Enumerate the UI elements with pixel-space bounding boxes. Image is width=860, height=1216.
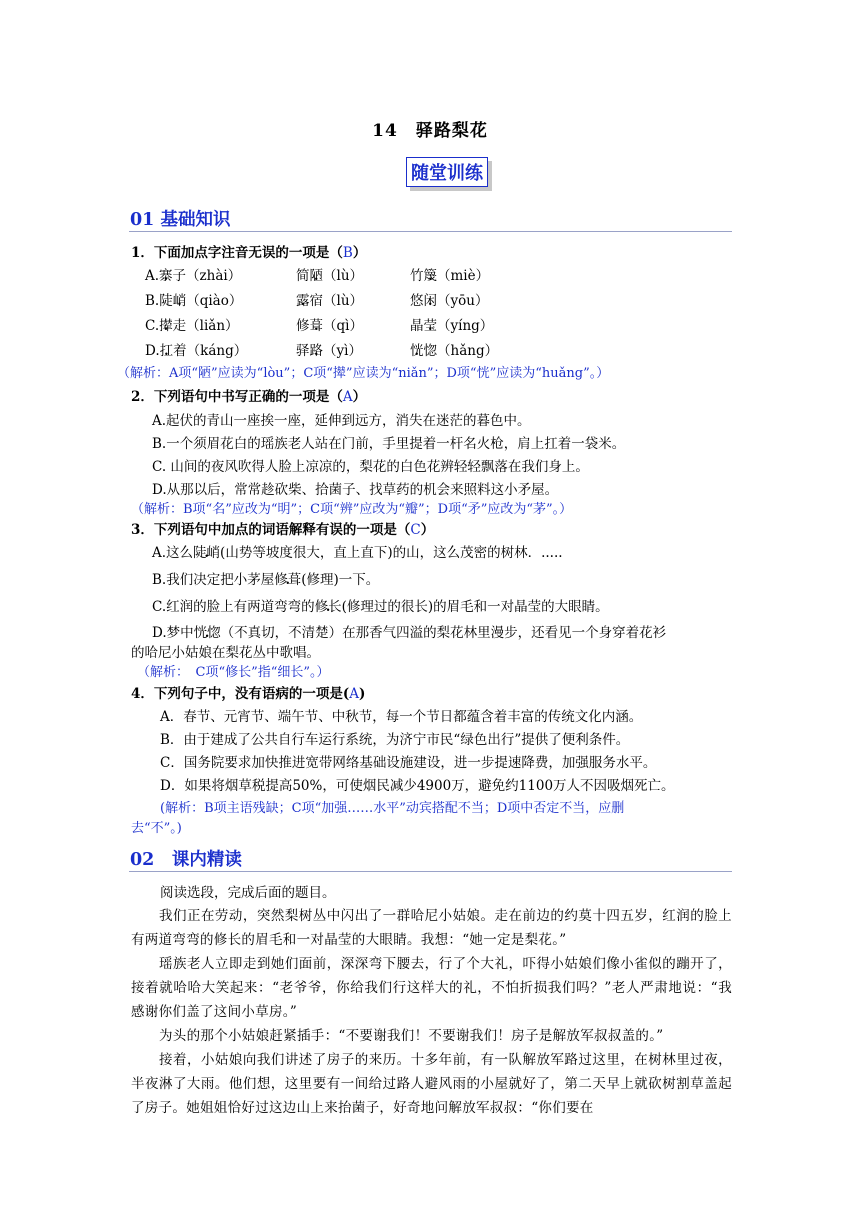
question-1-option-a-word-2: 简陋 •（lù） bbox=[296, 264, 363, 284]
question-1-explanation: （解析：A项“陋”应读为“lòu”；C项“撵”应读为“niǎn”；D项“恍”应读为“huǎng”。） bbox=[117, 366, 610, 381]
question-2-stem: 2．下列语句中书写正确的一项是（ bbox=[131, 389, 343, 405]
question-2: 2．下列语句中书写正确的一项是（A） bbox=[131, 389, 367, 405]
question-2-answer: A bbox=[342, 389, 353, 405]
section-divider bbox=[129, 231, 732, 232]
question-1-option-a-word-3: 竹篾 •（miè） bbox=[410, 264, 489, 284]
dotted-term: 修葺 • bbox=[274, 572, 301, 588]
reading-intro: 阅读选段，完成后面的题目。 bbox=[160, 885, 336, 901]
reading-paragraph-4: 接着，小姑娘向我们讲述了房子的来历。十多年前，有一队解放军路过这里，在树林里过夜，半夜淋了大雨。他们想，这里要有一间给过路人避风雨的小屋就好了，第二天早上就砍树割草盖起了房子。她姐姐恰好过这边山上来抬菌子，好奇地问解放军叔叔：“你们要在 bbox=[131, 1052, 732, 1116]
question-3-option-b: B.我们决定把小茅屋修葺 •(修理)一下。 bbox=[152, 568, 379, 588]
dotted-character: 路 • bbox=[310, 343, 324, 359]
question-3-stem: 3．下列语句中加点的词语解释有误的一项是（ bbox=[131, 522, 411, 538]
dotted-term: 恍惚 • bbox=[194, 625, 221, 641]
question-1-option-d-word-3: 恍 •惚（hǎng） bbox=[410, 339, 498, 359]
question-1-option-c-word-2: 修葺 •（qì） bbox=[296, 314, 363, 334]
question-4-answer: A bbox=[349, 686, 360, 702]
question-1-option-d-word-1: D.扛 •着（káng） bbox=[145, 339, 247, 359]
dotted-character: 寨 • bbox=[159, 268, 173, 284]
question-1-option-b-word-1: B.陡峭 •（qiào） bbox=[145, 289, 242, 309]
question-2-option-d: D.从那以后，常常趁砍柴、拾菌子、找草药的机会来照料这小矛屋。 bbox=[152, 482, 559, 498]
question-1: 1．下面加点字注音无误的一项是（B） bbox=[131, 245, 367, 261]
question-1-option-d-word-2: 驿路 •（yì） bbox=[296, 339, 362, 359]
section-heading-reading: 02 课内精读 bbox=[130, 850, 242, 870]
question-1-option-b-word-2: 露 •宿（lù） bbox=[296, 289, 363, 309]
question-1-answer: B bbox=[342, 245, 353, 261]
question-4-option-b: B．由于建成了公共自行车运行系统，为济宁市民“绿色出行”提供了便利条件。 bbox=[160, 732, 630, 748]
question-3: 3．下列语句中加点的词语解释有误的一项是（C） bbox=[131, 522, 435, 538]
dotted-term: 修长 • bbox=[315, 599, 342, 615]
question-2-option-c: C. 山间的夜风吹得人脸上凉凉的，梨花的白色花辨轻轻飘落在我们身上。 bbox=[152, 459, 589, 475]
question-2-option-a: A.起伏的青山一座挨一座，延伸到远方，消失在迷茫的暮色中。 bbox=[152, 413, 531, 429]
question-1-option-c-word-1: C.撵 •走（liǎn） bbox=[145, 314, 239, 334]
section-badge: 随堂训练 bbox=[406, 157, 488, 187]
question-2-explanation: （解析：B项“名”应改为“明”；C项“辨”应改为“瓣”；D项“矛”应改为“茅”。） bbox=[131, 502, 573, 517]
question-3-answer: C bbox=[410, 522, 421, 538]
question-4-stem: 4．下列句子中，没有语病的一项是( bbox=[131, 686, 350, 702]
question-4-option-c: C．国务院要求加快推进宽带网络基础设施建设，进一步提速降费，加强服务水平。 bbox=[160, 755, 657, 771]
question-4-option-d: D．如果将烟草税提高50%，可使烟民减少4900万，避免约1100万人不因吸烟死亡。 bbox=[160, 778, 675, 794]
reading-paragraph-2: 瑶族老人立即走到她们面前，深深弯下腰去，行了个大礼，吓得小姑娘们像小雀似的蹦开了，接着就哈哈大笑起来：“老爷爷，你给我们行这样大的礼，不怕折损我们吗？”老人严肃地说：“我感谢你们盖了这间小草房。” bbox=[131, 956, 732, 1020]
reading-paragraph-3: 为头的那个小姑娘赶紧插手：“不要谢我们！不要谢我们！房子是解放军叔叔盖的。” bbox=[159, 1028, 664, 1044]
dotted-character: 恍 • bbox=[410, 343, 424, 359]
document-title: 14 驿路梨花 bbox=[372, 121, 488, 141]
question-3-explanation: （解析： C项“修长”指“细长”。） bbox=[137, 665, 330, 680]
reading-paragraph-1: 我们正在劳动，突然梨树丛中闪出了一群哈尼小姑娘。走在前边的约莫十四五岁，红润的脸上有两道弯弯的修长的眉毛和一对晶莹的大眼睛。我想：“她一定是梨花。” bbox=[131, 908, 732, 948]
question-1-option-a-word-1: A.寨 •子（zhài） bbox=[145, 264, 241, 284]
question-4-explanation-cont: 去“不”。) bbox=[131, 821, 182, 836]
question-4-explanation: (解析：B项主语残缺；C项“加强……水平”动宾搭配不当；D项中否定不当，应删 bbox=[160, 801, 625, 816]
question-3-option-d-cont: 的哈尼小姑娘在梨花丛中歌唱。 bbox=[131, 645, 320, 661]
question-4-option-a: A．春节、元宵节、端午节、中秋节，每一个节日都蕴含着丰富的传统文化内涵。 bbox=[160, 709, 643, 725]
question-3-option-d: D.梦中恍惚 •（不真切，不清楚）在那香气四溢的梨花林里漫步，还看见一个身穿着花衫 bbox=[152, 621, 666, 641]
dotted-character: 陋 • bbox=[310, 268, 324, 284]
section-divider bbox=[129, 871, 732, 872]
question-3-option-c: C.红润的脸上有两道弯弯的修长 •(修理过的很长)的眉毛和一对晶莹的大眼睛。 bbox=[152, 595, 609, 615]
question-1-stem: 1．下面加点字注音无误的一项是（ bbox=[131, 245, 343, 261]
question-1-option-c-word-3: 晶莹 •（yíng） bbox=[410, 314, 493, 334]
section-heading-basic: 01 基础知识 bbox=[130, 210, 231, 230]
question-2-option-b: B.一个须眉花白的瑶族老人站在门前，手里提着一杆名火枪，肩上扛着一袋米。 bbox=[152, 436, 626, 452]
dotted-character: 露 • bbox=[296, 293, 310, 309]
question-4: 4．下列句子中，没有语病的一项是(A) bbox=[131, 686, 366, 702]
dotted-character: 葺 • bbox=[310, 318, 324, 334]
dotted-character: 撵 • bbox=[159, 318, 173, 334]
dotted-character: 闲 • bbox=[424, 293, 438, 309]
dotted-term: 陡峭 • bbox=[193, 545, 220, 561]
question-3-option-a: A.这么陡峭 •(山势等坡度很大，直上直下)的山，这么茂密的树林．..... bbox=[152, 541, 563, 561]
dotted-character: 扛 • bbox=[160, 343, 174, 359]
question-1-option-b-word-3: 悠闲 •（yōu） bbox=[410, 289, 488, 309]
dotted-character: 篾 • bbox=[424, 268, 438, 284]
dotted-character: 峭 • bbox=[173, 293, 187, 309]
dotted-character: 莹 • bbox=[424, 318, 438, 334]
